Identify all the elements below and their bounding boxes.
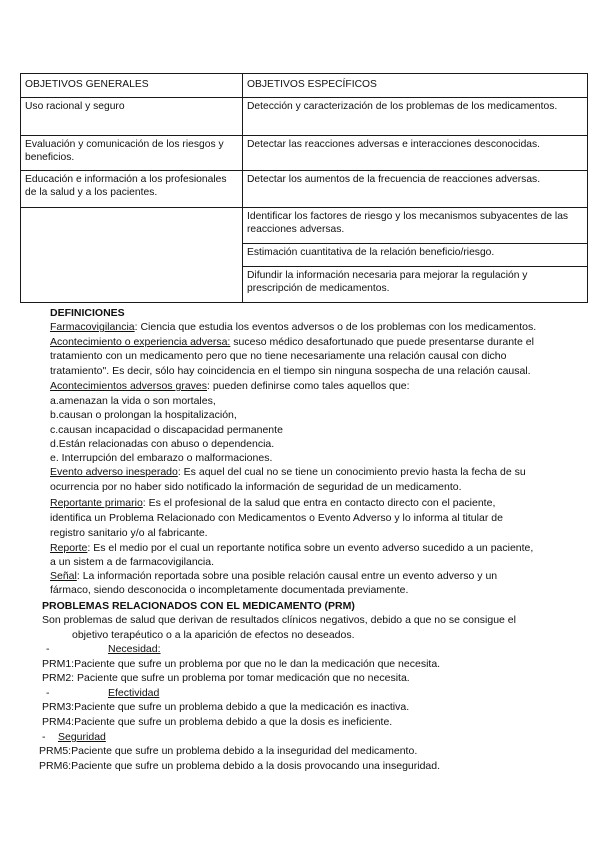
bullet-dash: -	[46, 687, 50, 699]
bullet-dash: -	[46, 643, 50, 655]
def-senal-line1	[50, 570, 497, 582]
term-acontecimiento: Acontecimiento o experiencia adversa:	[50, 336, 231, 348]
definiciones-heading: DEFINICIONES	[50, 307, 125, 319]
prm-category-necesidad	[46, 643, 161, 655]
prm-item: PRM4:Paciente que sufre un problema debido a que la dosis es ineficiente.	[42, 716, 393, 728]
def-inesperado-line1	[50, 466, 526, 478]
def-reporte-line1	[50, 542, 533, 554]
def-acontecimiento-line1	[50, 336, 534, 348]
def-text: : Ciencia que estudia los eventos adversos o de los problemas con los medicamentos.	[134, 321, 537, 333]
table-header-cell: OBJETIVOS ESPECÍFICOS	[243, 74, 588, 98]
def-text: : La información reportada sobre una posible relación causal entre un evento adverso y un	[76, 570, 498, 582]
table-row	[21, 171, 588, 208]
def-text: : Es aquel del cual no se tiene un conocimiento previo hasta la fecha de su	[177, 466, 526, 478]
prm-item: PRM6:Paciente que sufre un problema debido a la dosis provocando una inseguridad.	[39, 760, 441, 772]
category-label: Seguridad	[58, 731, 106, 743]
def-acontecimiento-line2: tratamiento con un medicamento pero que no tiene necesariamente una relación causal con dicho	[50, 350, 507, 362]
list-item: e. Interrupción del embarazo o malformaciones.	[50, 452, 273, 464]
table-cell: Uso racional y seguro	[21, 98, 243, 136]
list-item: b.causan o prolongan la hospitalización,	[50, 409, 237, 421]
def-reporte-line2: a un sistem a de farmacovigilancia.	[50, 556, 214, 568]
prm-item: PRM1:Paciente que sufre un problema por que no le dan la medicación que necesita.	[42, 658, 441, 670]
table-cell: Difundir la información necesaria para mejorar la regulación y prescripción de medicamentos.	[243, 267, 588, 303]
prm-item: PRM3:Paciente que sufre un problema debido a que la medicación es inactiva.	[42, 701, 410, 713]
term-graves: Acontecimientos adversos graves	[50, 380, 207, 392]
table-cell: Educación e información a los profesionales de la salud y a los pacientes.	[21, 171, 243, 208]
table-cell	[21, 208, 243, 303]
def-senal-line2: fármaco, siendo desconocida o incompletamente documentada previamente.	[50, 584, 409, 596]
def-graves	[50, 380, 410, 392]
def-text: suceso médico desafortunado que puede presentarse durante el	[230, 336, 534, 348]
def-text: : Es el medio por el cual un reportante notifica sobre un evento adverso sucedido a un paciente,	[87, 542, 534, 554]
list-item: a.amenazan la vida o son mortales,	[50, 395, 216, 407]
term-reporte: Reporte	[50, 542, 88, 554]
table-cell: Detección y caracterización de los problemas de los medicamentos.	[243, 98, 588, 136]
table-header-row	[21, 74, 588, 98]
def-reportante-line3: registro sanitario y/o al fabricante.	[50, 527, 208, 539]
def-inesperado-line2: ocurrencia por no haber sido notificado la información de seguridad de un medicamento.	[50, 481, 462, 493]
prm-intro-line2: objetivo terapéutico o a la aparición de efectos no deseados.	[72, 629, 355, 641]
def-acontecimiento-line3: tratamiento". Es decir, sólo hay coincidencia en el tiempo sin ninguna sospecha de una relación causal.	[50, 365, 531, 377]
term-inesperado: Evento adverso inesperado	[50, 466, 178, 478]
table-cell: Evaluación y comunicación de los riesgos y beneficios.	[21, 136, 243, 171]
term-farmacovigilancia: Farmacovigilancia	[50, 321, 135, 333]
prm-item: PRM5:Paciente que sufre un problema debido a la inseguridad del medicamento.	[39, 745, 418, 757]
table-cell: Identificar los factores de riesgo y los mecanismos subyacentes de las reacciones adversas.	[243, 208, 588, 244]
table-cell: Estimación cuantitativa de la relación beneficio/riesgo.	[243, 244, 588, 267]
prm-intro-line1: Son problemas de salud que derivan de resultados clínicos negativos, debido a que no se consigue el	[42, 614, 516, 626]
def-text: : pueden definirse como tales aquellos que:	[207, 380, 410, 392]
category-label: Efectividad	[108, 687, 160, 699]
list-item: d.Están relacionadas con abuso o dependencia.	[50, 438, 275, 450]
prm-category-seguridad	[42, 731, 106, 743]
list-item: c.causan incapacidad o discapacidad permanente	[50, 424, 283, 436]
table-row	[21, 208, 588, 244]
bullet-dash: -	[42, 731, 46, 743]
prm-category-efectividad	[46, 687, 159, 699]
table-cell: Detectar las reacciones adversas e interacciones desconocidas.	[243, 136, 588, 171]
prm-heading: PROBLEMAS RELACIONADOS CON EL MEDICAMENTO (PRM)	[42, 600, 355, 612]
table-cell: Detectar los aumentos de la frecuencia de reacciones adversas.	[243, 171, 588, 208]
def-reportante-line2: identifica un Problema Relacionado con Medicamentos o Evento Adverso y lo informa al titular de	[50, 512, 503, 524]
category-label: Necesidad:	[108, 643, 161, 655]
table-header-cell: OBJETIVOS GENERALES	[21, 74, 243, 98]
objectives-table	[20, 73, 588, 303]
term-senal: Señal	[50, 570, 77, 582]
term-reportante: Reportante primario	[50, 497, 143, 509]
def-text: : Es el profesional de la salud que entra en contacto directo con el paciente,	[142, 497, 496, 509]
table-row	[21, 136, 588, 171]
table-row	[21, 98, 588, 136]
def-reportante-line1	[50, 497, 495, 509]
prm-item: PRM2: Paciente que sufre un problema por tomar medicación que no necesita.	[42, 672, 410, 684]
def-farmacovigilancia	[50, 321, 536, 333]
